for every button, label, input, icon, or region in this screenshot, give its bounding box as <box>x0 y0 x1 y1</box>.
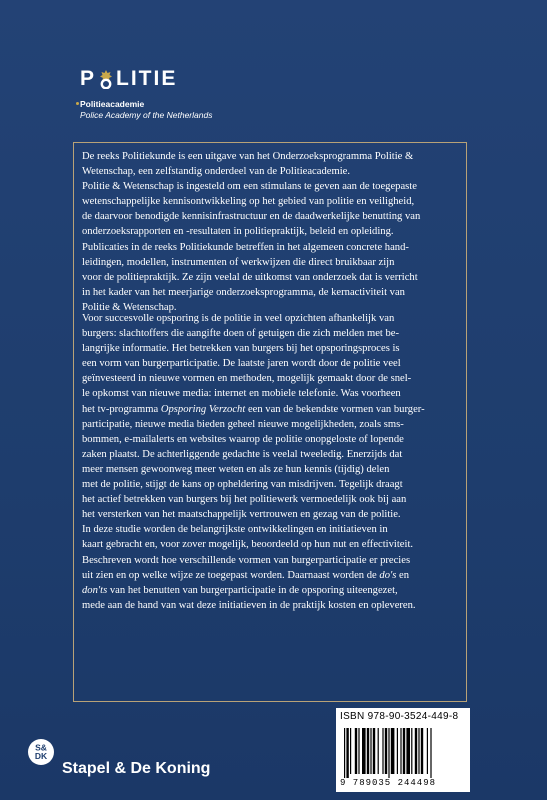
text-line: het actief betrekken van burgers bij het politiewerk vermoedelijk ook bij aan <box>82 494 407 506</box>
logo-letters-litie: LITIE <box>116 67 178 90</box>
barcode-bar <box>388 728 389 778</box>
text-line: het versterken van het maatschappelijk vertrouwen en gezag van de politie. <box>82 509 401 521</box>
barcode-bar <box>418 728 419 774</box>
text-line: voor de politiepraktijk. Ze zijn veelal de uitkomst van onderzoek dat is verricht <box>82 271 418 283</box>
text-line: Beschreven wordt hoe verschillende vormen van burgerparticipatie er precies <box>82 554 411 566</box>
barcode-bar <box>362 728 366 774</box>
barcode-bar <box>403 728 405 774</box>
barcode-bar <box>411 728 412 774</box>
text-line: participatie, nieuwe media bieden geheel nieuwe mogelijkheden, zoals sms- <box>82 418 404 430</box>
barcode-bar <box>385 728 387 774</box>
barcode-bar <box>373 728 375 774</box>
text-line: met de politie, stijgt de kans op opheldering van misdrijven. Tegelijk draagt <box>82 479 403 491</box>
barcode-area <box>336 708 470 792</box>
text-line: in het kader van het meerjarige onderzoeksprogramma, de kernactiviteit van <box>82 286 405 298</box>
barcode-bar <box>382 728 383 774</box>
barcode-digits: 9 789035 244498 <box>340 778 437 788</box>
publisher-logo-text-top: S& <box>35 742 47 753</box>
text-line: Politie & Wetenschap is ingesteld om een stimulans te geven aan de toegepaste <box>82 181 417 193</box>
text-line: Politie & Wetenschap. <box>82 301 177 313</box>
text-line: het tv-programma Opsporing Verzocht een van de bekendste vormen van burger- <box>82 403 425 415</box>
text-line: uit zien en op welke wijze ze toegepast worden. Daarnaast worden de do's en <box>82 569 410 581</box>
barcode <box>344 728 462 778</box>
text-line: De reeks Politiekunde is een uitgave van het Onderzoeksprogramma Politie & <box>82 151 414 162</box>
barcode-bar <box>400 728 401 774</box>
barcode-bar <box>391 728 395 774</box>
barcode-bar <box>370 728 371 774</box>
barcode-bar <box>421 728 423 774</box>
barcode-bar <box>427 728 428 774</box>
text-line: meer mensen gewoonweg meer weten en als ze hun kennis (tijdig) delen <box>82 463 390 475</box>
text-line: le opkomst van nieuwe media: internet en mobiele telefonie. Was voorheen <box>82 388 401 400</box>
barcode-bar <box>406 728 410 774</box>
text-line: wetenschappelijke kennisontwikkeling op het gebied van politie en veiligheid, <box>82 196 415 208</box>
isbn-label: ISBN 978-90-3524-449-8 <box>340 711 459 722</box>
barcode-bar <box>415 728 417 774</box>
academy-name-nl: Politieacademie <box>80 99 145 109</box>
text-line: langrijke informatie. Het betrekken van burgers bij het opsporingsproces is <box>82 343 400 355</box>
text-line: de daarvoor benodigde kennisinfrastructuur en de daadwerkelijke benutting van <box>82 211 421 223</box>
text-line: Wetenschap, een zelfstandig onderdeel van de Politieacademie. <box>82 166 350 178</box>
accent-dot <box>76 102 79 105</box>
barcode-bar <box>367 728 369 774</box>
text-line: onderzoeksrapporten en -resultaten in politiepraktijk, beleid en opleiding. <box>82 226 394 238</box>
text-line: leidingen, modellen, instrumenten of werkwijzen die direct bruikbaar zijn <box>82 256 395 268</box>
politie-logo <box>80 64 177 94</box>
barcode-bar <box>350 728 351 774</box>
barcode-bar <box>344 728 345 778</box>
text-line: Publicaties in de reeks Politiekunde betreffen in het algemeen concrete hand- <box>82 241 409 253</box>
text-line: don'ts van het benutten van burgerparticipatie in de opsporing uiteengezet, <box>82 584 398 596</box>
logo-letter-p: P <box>80 67 97 90</box>
text-line: kaart gebracht en, voor zover mogelijk, beoordeeld op hun nut en effectiviteit. <box>82 539 414 551</box>
barcode-bar <box>397 728 398 774</box>
politie-wordmark <box>80 64 177 94</box>
barcode-bar <box>346 728 348 778</box>
text-line: een vorm van burgerparticipatie. De laatste jaren wordt door de politie veel <box>82 358 401 370</box>
publisher-logo-text-bottom: DK <box>34 751 48 761</box>
publisher-name: Stapel & De Koning <box>62 760 211 777</box>
text-line: In deze studie worden de belangrijkste ontwikkelingen en initiatieven in <box>82 524 388 536</box>
book-blurb <box>82 311 460 613</box>
series-description <box>82 149 460 315</box>
text-line: geïnvesteerd in nieuwe vormen en methoden, mogelijk gemaakt door de snel- <box>82 373 412 385</box>
academy-name-en: Police Academy of the Netherlands <box>80 110 213 120</box>
text-line: Voor succesvolle opsporing is de politie in veel opzichten afhankelijk van <box>82 313 395 324</box>
text-line: zaken plaatst. De achterliggende gedachte is veelal tweeledig. Enerzijds dat <box>82 448 403 460</box>
text-line: mede aan de hand van wat deze initiatieven in de praktijk kosten en opleveren. <box>82 599 416 611</box>
text-line: burgers: slachtoffers die aangifte doen of getuigen die zich melden met be- <box>82 328 400 340</box>
text-line: bommen, e-mailalerts en websites waarop de politie onopgeloste of lopende <box>82 433 404 445</box>
publisher-logo-icon <box>27 738 55 766</box>
barcode-bar <box>358 728 359 774</box>
barcode-bar <box>355 728 357 774</box>
barcode-bar <box>378 728 379 774</box>
police-emblem-icon <box>98 69 114 89</box>
barcode-bar <box>430 728 431 778</box>
